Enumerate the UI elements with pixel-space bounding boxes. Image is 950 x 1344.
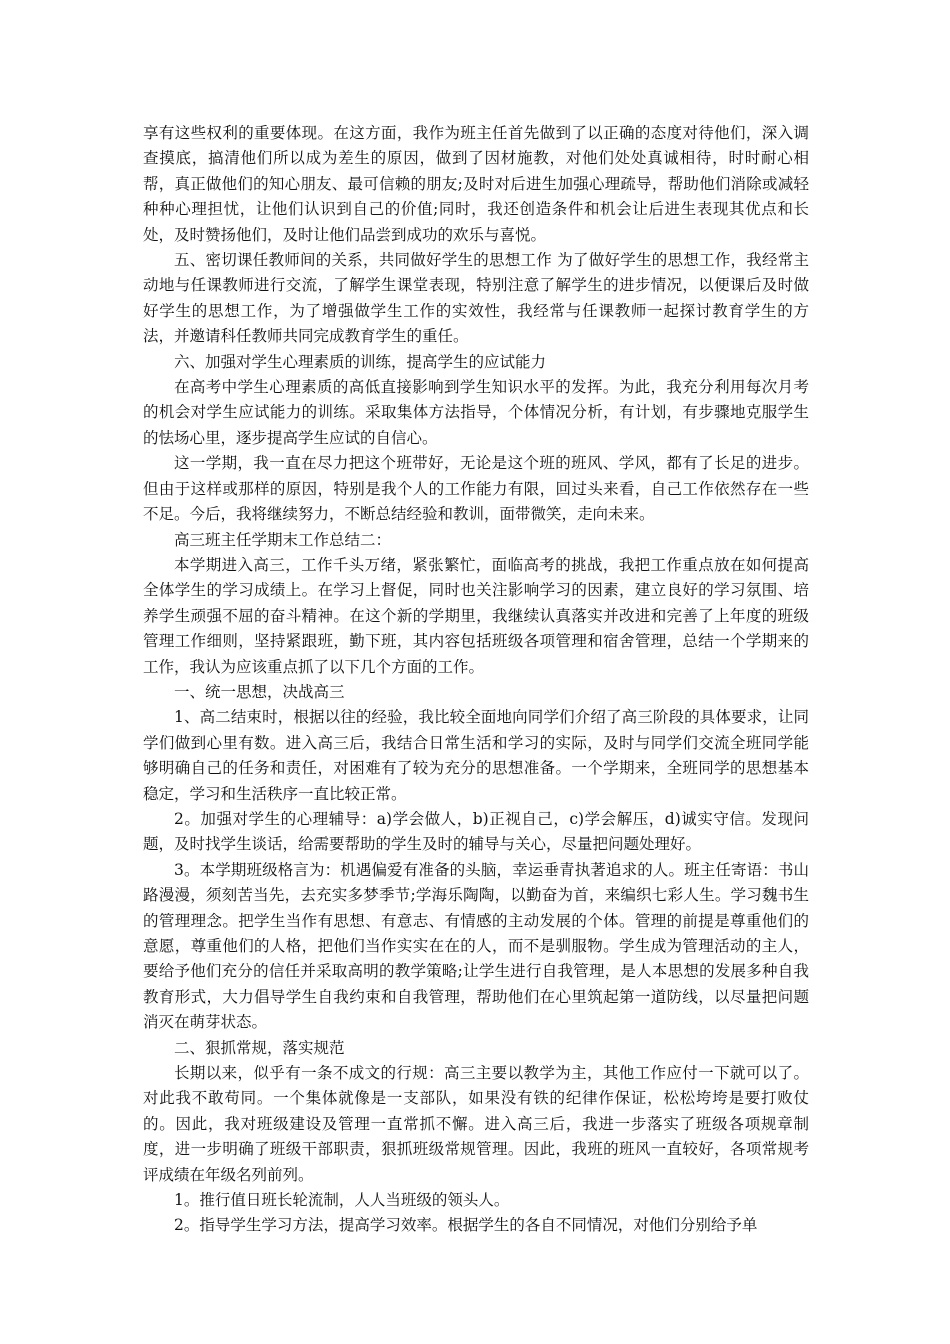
paragraph-exam-psychology: 在高考中学生心理素质的高低直接影响到学生知识水平的发挥。为此，我充分利用每次月考的机会对学生应试能力的训练。采取集体方法指导，个体情况分析，有计划，有步骤地克服学生的怯场心里，逐步提高学生应试的自信心。 (143, 378, 809, 447)
paragraph-item-3: 3。本学期班级格言为：机遇偏爱有准备的头脑，幸运垂青执著追求的人。班主任寄语：书山路漫漫，须刻苦当先，去充实多梦季节;学海乐陶陶，以勤奋为首，来编织七彩人生。学习魏书生的管理理念。把学生当作有思想、有意志、有情感的主动发展的个体。管理的前提是尊重他们的意愿，尊重他们的人格，把他们当作实实在在的人，而不是驯服物。学生成为管理活动的主人，要给予他们充分的信任并采取高明的教学策略;让学生进行自我管理，是人本思想的发展多种自我教育形式，大力倡导学生自我约束和自我管理，帮助他们在心里筑起第一道防线，以尽量把问题消灭在萌芽状态。 (143, 860, 809, 1032)
paragraph-rights-continuation: 享有这些权利的重要体现。在这方面，我作为班主任首先做到了以正确的态度对待他们，深入调查摸底，搞清他们所以成为差生的原因，做到了因材施教，对他们处处真诚相待，时时耐心相帮，真正做他们的知心朋友、最可信赖的朋友;及时对后进生加强心理疏导，帮助他们消除或减轻种种心理担忧，让他们认识到自己的价值;同时，我还创造条件和机会让后进生表现其优点和长处，及时赞扬他们，及时让他们品尝到成功的欢乐与喜悦。 (143, 124, 809, 244)
paragraph-item-2: 2。加强对学生的心理辅导：a)学会做人，b)正视自己，c)学会解压，d)诚实守信。发现问题，及时找学生谈话，给需要帮助的学生及时的辅导与关心，尽量把问题处理好。 (143, 809, 809, 854)
paragraph-intro-senior-three: 本学期进入高三，工作千头万绪，紧张繁忙，面临高考的挑战，我把工作重点放在如何提高全体学生的学习成绩上。在学习上督促，同时也关注影响学习的因素，建立良好的学习氛围、培养学生顽强不屈的奋斗精神。在这个新的学期里，我继续认真落实并改进和完善了上年度的班级管理工作细则，坚持紧跟班，勤下班，其内容包括班级各项管理和宿舍管理，总结一个学期来的工作，我认为应该重点抓了以下几个方面的工作。 (143, 555, 809, 676)
paragraph-item-1: 1、高二结束时，根据以往的经验，我比较全面地向同学们介绍了高三阶段的具体要求，让同学们做到心里有数。进入高三后，我结合日常生活和学习的实际，及时与同学们交流全班同学能够明确自己的任务和责任，对困难有了较为充分的思想准备。一个学期来，全班同学的思想基本稳定，学习和生活秩序一直比较正常。 (143, 708, 809, 803)
document-body (143, 121, 809, 1239)
paragraph-rotation-monitor: 1。推行值日班长轮流制，人人当班级的领头人。 (174, 1191, 510, 1210)
heading-section-six: 六、加强对学生心理素质的训练，提高学生的应试能力 (174, 352, 547, 371)
heading-unify-thinking: 一、统一思想，决战高三 (174, 682, 345, 701)
heading-routine-management: 二、狠抓常规，落实规范 (174, 1038, 345, 1057)
paragraph-section-five: 五、密切课任教师间的关系，共同做好学生的思想工作 为了做好学生的思想工作，我经常主动地与任课教师进行交流，了解学生课堂表现，特别注意了解学生的进步情况，以便课后及时做好学生的思想工作，为了增强做学生工作的实效性，我经常与任课教师一起探讨教育学生的方法，并邀请科任教师共同完成教育学生的重任。 (143, 251, 809, 346)
paragraph-semester-summary: 这一学期，我一直在尽力把这个班带好，无论是这个班的班风、学风，都有了长足的进步。但由于这样或那样的原因，特别是我个人的工作能力有限，回过头来看，自己工作依然存在一些不足。今后，我将继续努力，不断总结经验和教训，面带微笑，走向未来。 (143, 454, 809, 524)
heading-summary-two: 高三班主任学期末工作总结二： (174, 530, 392, 549)
paragraph-discipline: 长期以来，似乎有一条不成文的行规：高三主要以教学为主，其他工作应付一下就可以了。对此我不敢苟同。一个集体就像是一支部队，如果没有铁的纪律作保证，松松垮垮是要打败仗的。因此，我对班级建设及管理一直常抓不懈。进入高三后，我进一步落实了班级各项规章制度，进一步明确了班级干部职责，狠抓班级常规管理。因此，我班的班风一直较好，各项常规考评成绩在年级名列前列。 (143, 1064, 809, 1184)
paragraph-study-methods: 2。指导学生学习方法，提高学习效率。根据学生的各自不同情况，对他们分别给予单 (174, 1216, 758, 1235)
